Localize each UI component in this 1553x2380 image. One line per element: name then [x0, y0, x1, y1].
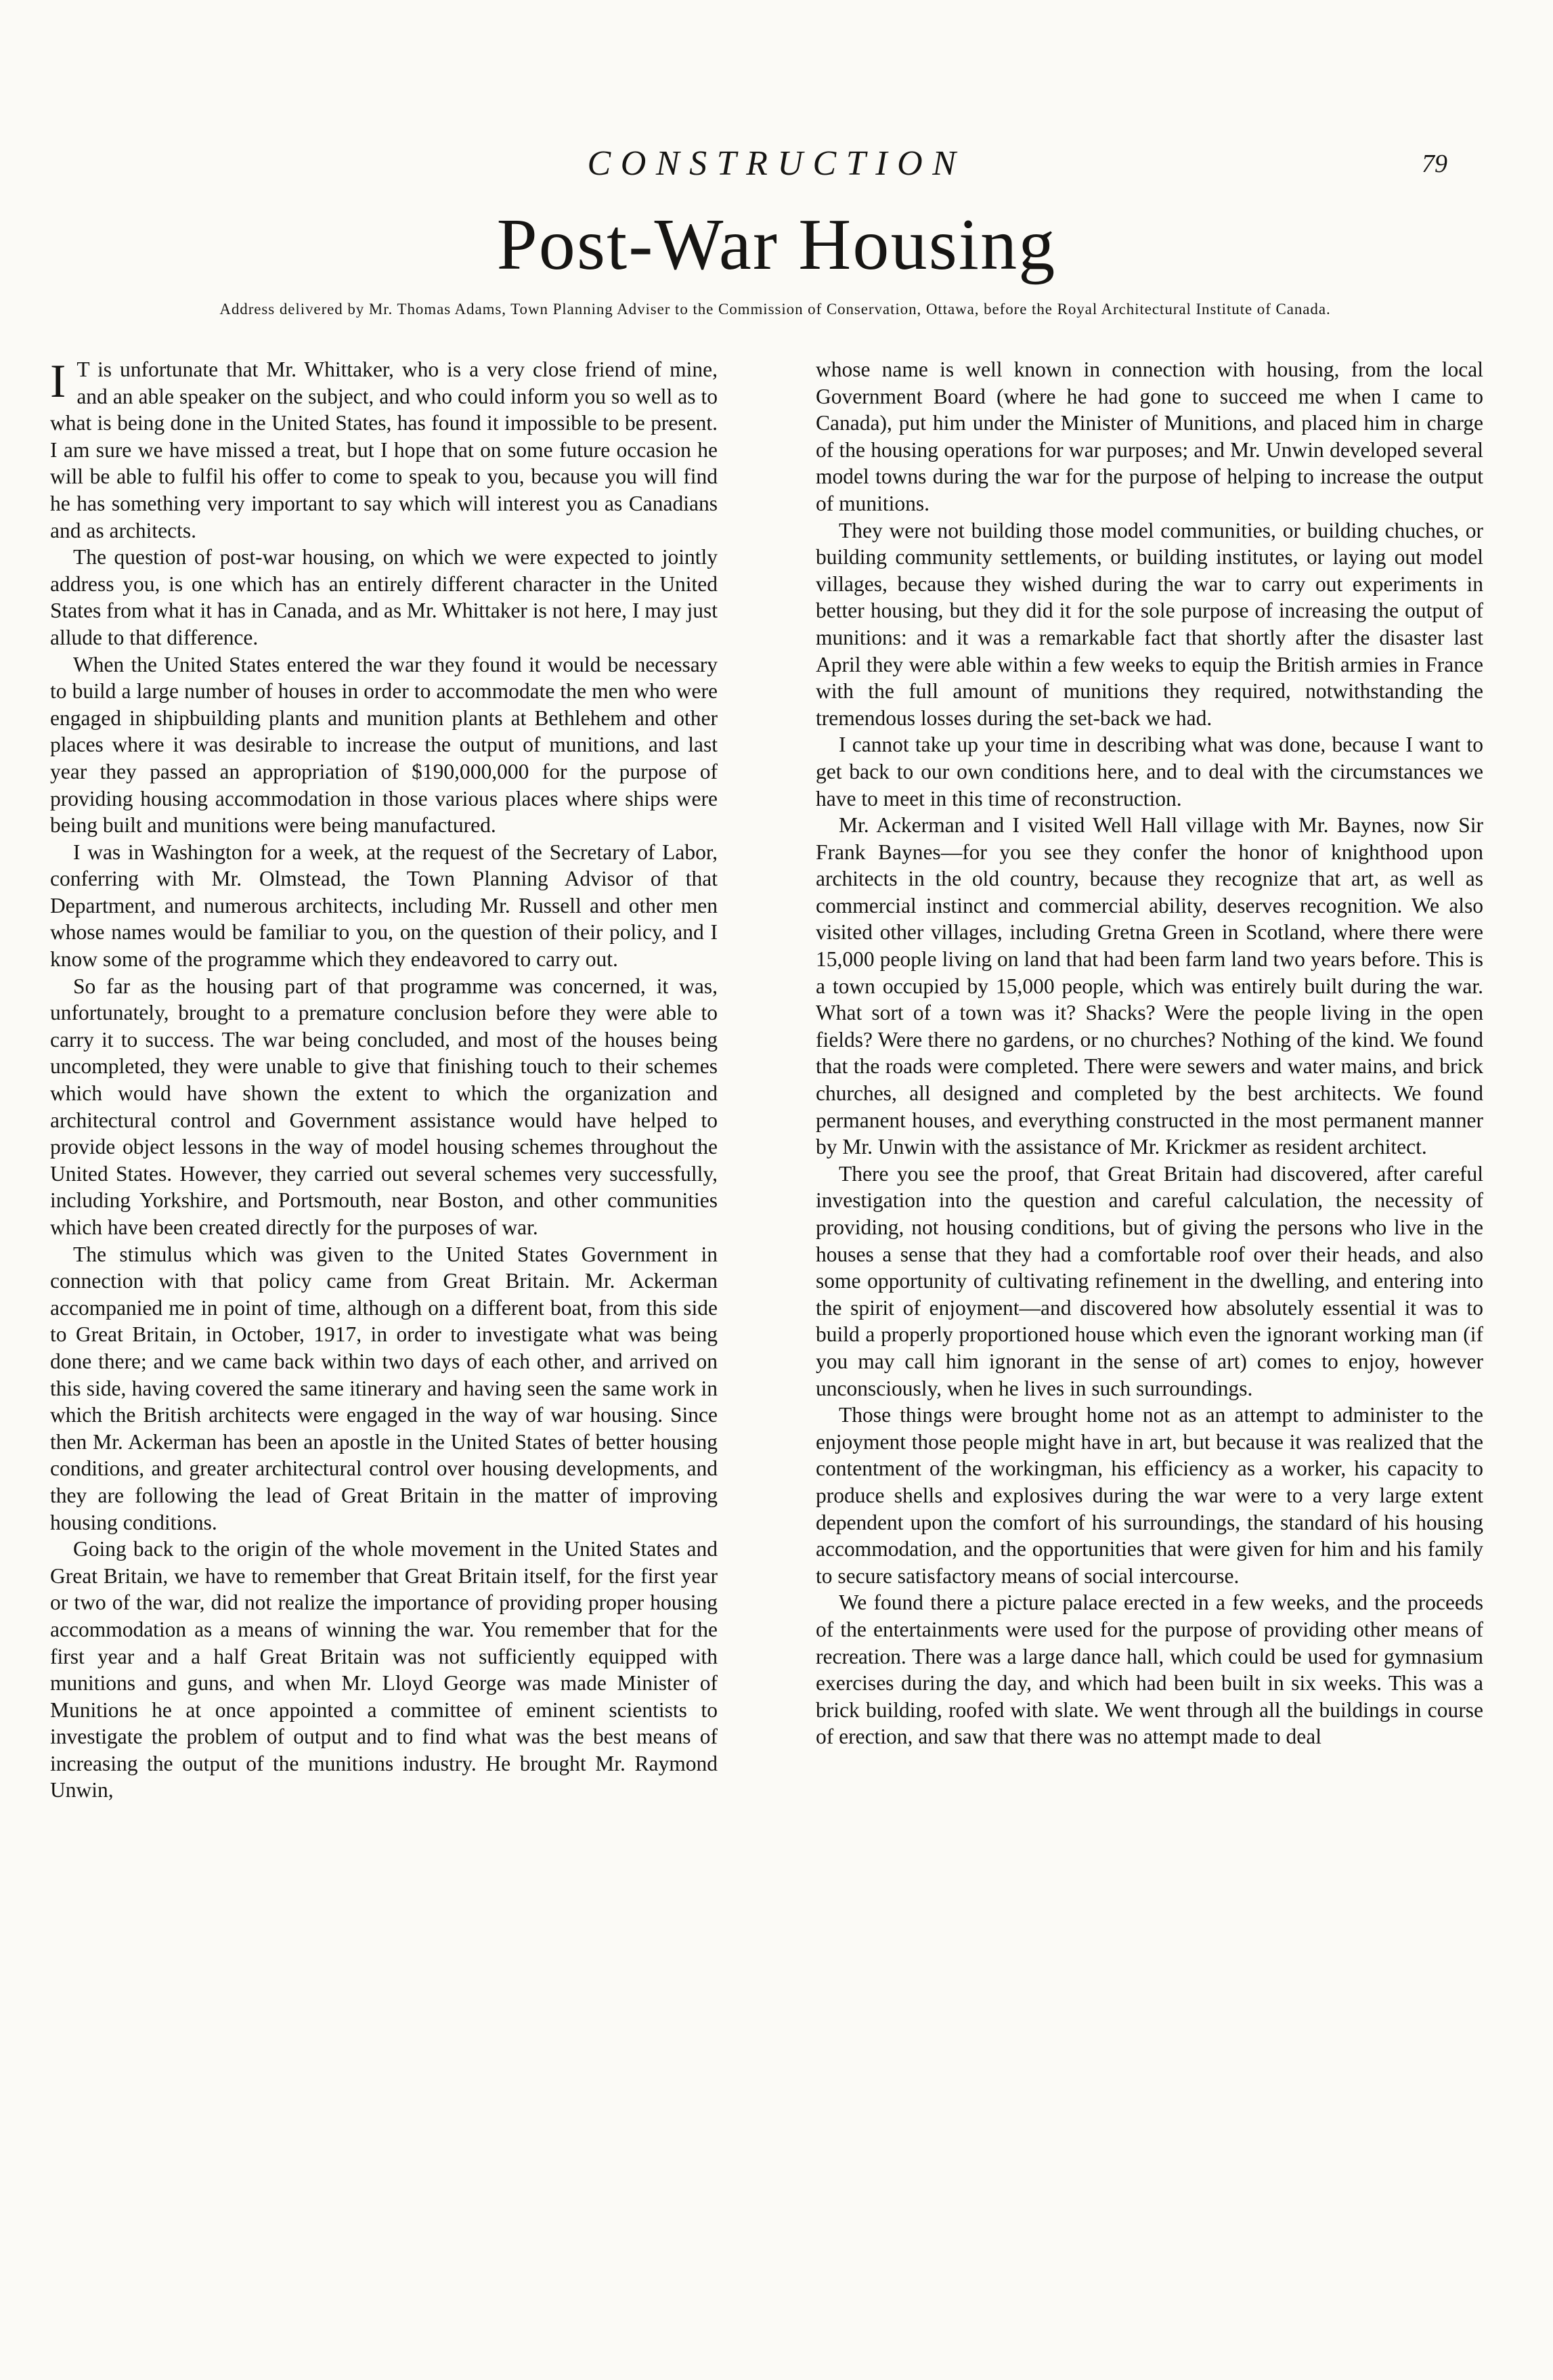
- paragraph: Going back to the origin of the whole movement in the United States and Great Britain, we have to remember that Great Britain itself, for the first year or two of the war, did not realize the importance of providing proper housing accommodation as a means of winning the war. You remember that for the first year and a half Great Britain was not sufficiently equipped with munitions and guns, and when Mr. Lloyd George was made Minister of Munitions he at once appointed a committee of eminent scientists to investigate the problem of output and to find what was the best means of increasing the output of the munitions industry. He brought Mr. Raymond Unwin,: [50, 1537, 718, 1802]
- paragraph: The stimulus which was given to the United States Government in connection with that policy came from Great Britain. Mr. Ackerman accompanied me in point of time, although on a different boat, from this side to Great Britain, in October, 1917, in order to investigate what was being done there; and we came back within two days of each other, and arrived on this side, having covered the same itinerary and having seen the same work in which the British architects were engaged in the way of war housing. Since then Mr. Ackerman has been an apostle in the United States of better housing conditions, and greater architectural control over housing developments, and they are following the lead of Great Britain in the matter of improving housing conditions.: [50, 1242, 718, 1534]
- paragraph: I cannot take up your time in describing what was done, because I want to get back to our own conditions here, and to deal with the circumstances we have to meet in this time of reconstruction.: [816, 733, 1483, 810]
- left-column: [50, 356, 718, 1804]
- magazine-title: CONSTRUCTION: [587, 144, 966, 183]
- paragraph: The question of post-war housing, on which we were expected to jointly address you, is one which has an entirely different character in the United States from what it has in Canada, and as Mr. Whittaker is not here, I may just allude to that difference.: [50, 545, 718, 649]
- article-title: Post-War Housing: [496, 204, 1057, 285]
- paragraph: Mr. Ackerman and I visited Well Hall village with Mr. Baynes, now Sir Frank Baynes—for you see they confer the honor of knighthood upon architects in the old country, because they recognize that art, as well as commercial instinct and commercial ability, deserves recognition. We also visited other villages, including Gretna Green in Scotland, where there were 15,000 people living on land that had been farm land two years before. This is a town occupied by 15,000 people, which was entirely built during the war. What sort of a town was it? Shacks? Were the people living in the open fields? Were there no gardens, or no churches? Nothing of the kind. We found that the roads were completed. There were sewers and water mains, and brick churches, all designed and completed by the best architects. We found permanent houses, and everything constructed in the most permanent manner by Mr. Unwin with the assistance of Mr. Krickmer as resident architect.: [816, 813, 1483, 1159]
- paragraph: We found there a picture palace erected in a few weeks, and the proceeds of the entertainments were used for the purpose of providing other means of recreation. There was a large dance hall, which could be used for gymnasium exercises during the day, and which had been built in six weeks. This was a brick building, roofed with slate. We went through all the buildings in course of erection, and saw that there was no attempt made to deal: [816, 1591, 1483, 1749]
- paragraph: I was in Washington for a week, at the request of the Secretary of Labor, conferring with Mr. Olmstead, the Town Planning Advisor of that Department, and numerous architects, including Mr. Russell and other men whose names would be familiar to you, on the question of their policy, and I know some of the programme which they endeavored to carry out.: [50, 840, 718, 972]
- paragraph: When the United States entered the war they found it would be necessary to build a large number of houses in order to accommodate the men who were engaged in shipbuilding plants and munition plants at Bethlehem and other places where it was desirable to increase the output of munitions, and last year they passed an appropriation of $190,000,000 for the purpose of providing housing accommodation in those various places where ships were being built and munitions were being manufactured.: [50, 652, 718, 838]
- page-number: 79: [1422, 150, 1447, 178]
- paragraph: whose name is well known in connection with housing, from the local Government Board (where he had gone to succeed me when I came to Canada), put him under the Minister of Munitions, and placed him in charge of the housing operations for war purposes; and Mr. Unwin developed several model towns during the war for the purpose of helping to increase the output of munitions.: [816, 358, 1483, 515]
- paragraph: [50, 356, 718, 544]
- drop-cap: I: [50, 355, 66, 408]
- right-column: [816, 356, 1483, 1750]
- paragraph: There you see the proof, that Great Britain had discovered, after careful investigation into the question and careful calculation, the necessity of providing, not housing conditions, but of giving the persons who live in the houses a sense that they had a comfortable roof over their heads, and also some opportunity of cultivating refinement in the dwelling, and entering into the spirit of enjoyment—and discovered how absolutely essential it was to build a properly proportioned house which even the ignorant working man (if you may call him ignorant in the sense of art) comes to enjoy, however unconsciously, when he lives in such surroundings.: [816, 1161, 1483, 1400]
- article-subtitle: Address delivered by Mr. Thomas Adams, Town Planning Adviser to the Commission of Conservation, Ottawa, before the Royal Architectural Institute of Canada.: [219, 301, 1331, 318]
- paragraph: Those things were brought home not as an attempt to administer to the enjoyment those people might have in art, but because it was realized that the contentment of the workingman, his efficiency as a worker, his capacity to produce shells and explosives during the war were to a very large extent dependent upon the comfort of his surroundings, the standard of his housing accommodation, and the opportunities that were given for him and his family to secure satisfactory means of social intercourse.: [816, 1403, 1483, 1588]
- paragraph: So far as the housing part of that programme was concerned, it was, unfortunately, brought to a premature conclusion before they were able to carry it to success. The war being concluded, and most of the houses being uncompleted, they were unable to give that finishing touch to their schemes which would have shown the extent to which the organization and architectural control and Government assistance would have helped to provide object lessons in the way of model housing schemes throughout the United States. However, they carried out several schemes very successfully, including Yorkshire, and Portsmouth, near Boston, and other communities which have been created directly for the purposes of war.: [50, 974, 718, 1239]
- paragraph: They were not building those model communities, or building chuches, or building community settlements, or building institutes, or laying out model villages, because they wished during the war to carry out experiments in better housing, but they did it for the sole purpose of increasing the output of munitions: and it was a remarkable fact that shortly after the disaster last April they were able within a few weeks to equip the British armies in France with the full amount of munitions they required, notwithstanding the tremendous losses during the set-back we had.: [816, 518, 1483, 730]
- paragraph-text: T is unfortunate that Mr. Whittaker, who is a very close friend of mine, and an able speaker on the subject, and who could inform you so well as to what is being done in the United States, has found it impossible to be present. I am sure we have missed a treat, but I hope that on some future occasion he will be able to fulfil his offer to come to speak to you, because you will find he has something very important to say which will interest you as Canadians and as architects.: [50, 358, 718, 542]
